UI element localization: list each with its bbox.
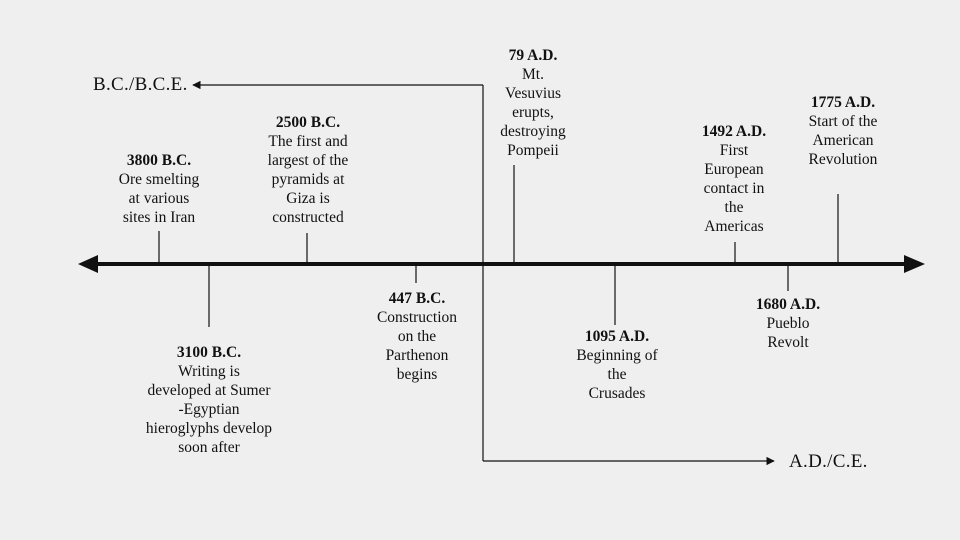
event-1775ad [788, 93, 898, 169]
event-date: 1775 A.D. [810, 94, 876, 111]
event-date: 3800 B.C. [126, 152, 192, 169]
event-1680ad [738, 295, 838, 352]
event-447bc [357, 289, 477, 384]
event-3800bc [94, 151, 224, 227]
event-2500bc [243, 113, 373, 227]
event-date: 79 A.D. [508, 47, 558, 64]
event-description: Mt. Vesuvius erupts, destroying Pompeii [500, 66, 566, 159]
event-description: First European contact in the Americas [703, 142, 765, 235]
bc-era-label: B.C./B.C.E. [93, 74, 188, 95]
event-description: Pueblo Revolt [766, 315, 810, 351]
ad-era-label: A.D./C.E. [789, 451, 868, 472]
event-description: Writing is developed at Sumer -Egyptian hieroglyphs develop soon after [145, 363, 273, 456]
event-description: Beginning of the Crusades [576, 347, 658, 402]
event-description: The first and largest of the pyramids at Giza is constructed [267, 133, 349, 226]
event-description: Ore smelting at various sites in Iran [118, 171, 200, 226]
event-description: Start of the American Revolution [808, 113, 878, 168]
axis-left-arrow-icon [78, 255, 98, 273]
event-3100bc [129, 343, 289, 457]
event-date: 3100 B.C. [176, 344, 242, 361]
event-date: 1492 A.D. [701, 123, 767, 140]
event-79ad [478, 46, 588, 160]
event-1095ad [552, 327, 682, 403]
event-date: 1680 A.D. [755, 296, 821, 313]
event-date: 2500 B.C. [275, 114, 341, 131]
event-date: 447 B.C. [388, 290, 446, 307]
event-date: 1095 A.D. [584, 328, 650, 345]
axis-right-arrow-icon [904, 255, 925, 273]
event-1492ad [684, 122, 784, 236]
event-description: Construction on the Parthenon begins [376, 309, 458, 383]
